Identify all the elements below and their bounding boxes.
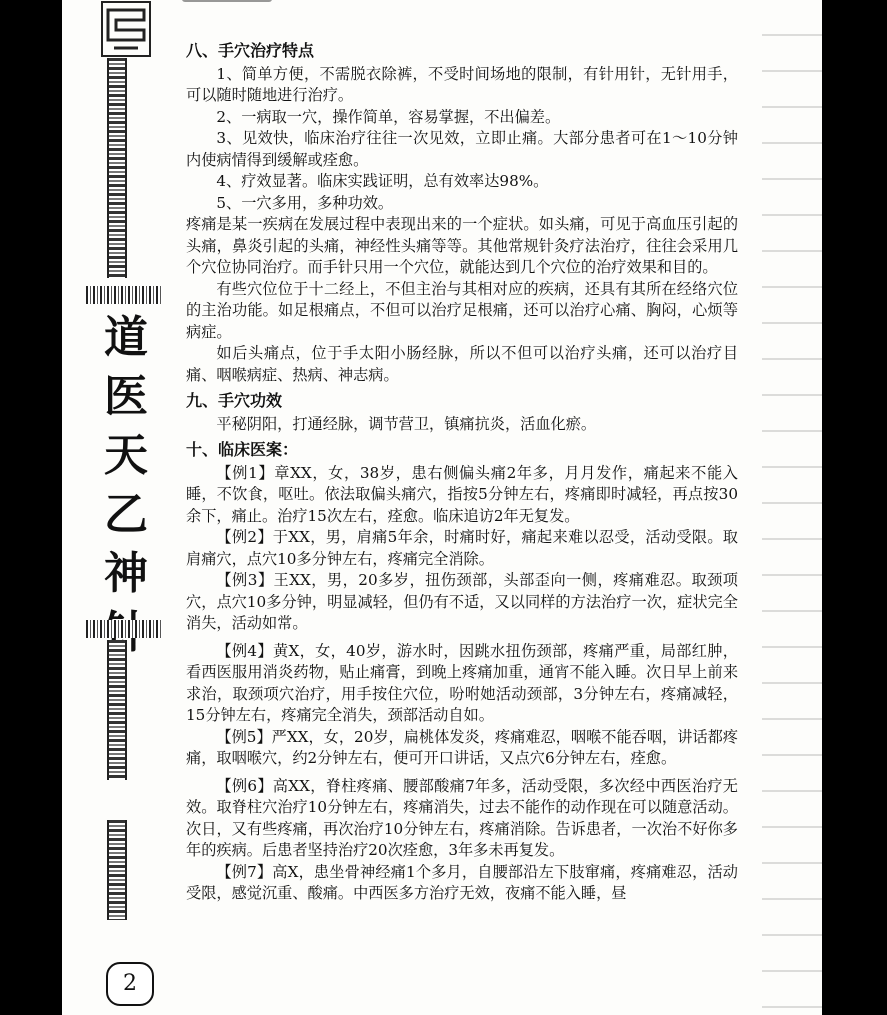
case-paragraph: 【例6】高XX，脊柱疼痛、腰部酸痛7年多，活动受限，多次经中西医治疗无效。取脊柱穴治疗10分钟左右，疼痛消失，过去不能作的动作现在可以随意活动。次日，又有些疼痛，再次治疗10分钟左右，疼痛消除。告诉患者，一次治不好你多年的疾病。后患者坚持治疗20次痊愈，3年多未再复发。 (186, 776, 738, 859)
title-char: 道 (104, 312, 148, 363)
paragraph: 5、一穴多用，多种功效。 (216, 193, 394, 212)
title-char: 神 (104, 548, 148, 599)
page-number: 2 (106, 962, 154, 1006)
paragraph: 有些穴位位于十二经上，不但主治与其相对应的疾病，还具有其所在经络穴位的主治功能。如足根痛点，不但可以治疗足根痛，还可以治疗心痛、胸闷，心烦等病症。 (186, 279, 738, 341)
corner-ornament (100, 0, 152, 58)
title-char: 医 (104, 371, 148, 422)
main-text (186, 36, 738, 905)
decorative-band (86, 286, 162, 304)
paragraph: 平秘阴阳，打通经脉，调节营卫，镇痛抗炎，活血化瘀。 (216, 414, 597, 433)
paragraph: 3、见效快，临床治疗往往一次见效，立即止痛。大部分患者可在1～10分钟内使病情得到缓解或痊愈。 (186, 129, 738, 169)
case-paragraph: 【例2】于XX，男，肩痛5年余，时痛时好，痛起来难以忍受，活动受限。取肩痛穴，点穴10多分钟左右，疼痛完全消除。 (186, 528, 738, 568)
section-heading: 九、手穴功效 (186, 391, 283, 410)
paragraph: 疼痛是某一疾病在发展过程中表现出来的一个症状。如头痛，可见于高血压引起的头痛，鼻炎引起的头痛，神经性头痛等等。其他常规针灸疗法治疗，往往会采用几个穴位协同治疗。而手针只用一个穴位，就能达到几个穴位的治疗效果和目的。 (186, 215, 738, 276)
book-page (62, 0, 822, 1015)
paragraph: 4、疗效显著。临床实践证明，总有效率达98%。 (216, 172, 549, 190)
section-heading: 八、手穴治疗特点 (186, 41, 315, 60)
paragraph: 1、简单方便，不需脱衣除裤，不受时间场地的限制，有针用针，无针用手，可以随时随地进行治疗。 (186, 64, 738, 104)
top-edge-mark (182, 0, 272, 2)
decorative-chain (107, 820, 127, 920)
book-title-vertical (98, 308, 154, 662)
case-paragraph: 【例7】高X，患坐骨神经痛1个多月，自腰部沿左下肢窜痛，疼痛难忍，活动受限，感觉沉重、酸痛。中西医多方治疗无效，夜痛不能入睡，昼 (186, 862, 738, 902)
paragraph: 如后头痛点，位于手太阳小肠经脉，所以不但可以治疗头痛，还可以治疗目痛、咽喉病症、热病、神志病。 (186, 344, 738, 384)
decorative-chain (107, 640, 127, 780)
case-paragraph: 【例3】王XX，男，20多岁，扭伤颈部，头部歪向一侧，疼痛难忍。取颈项穴，点穴10多分钟，明显减轻，但仍有不适，又以同样的方法治疗一次，症状完全消失，活动如常。 (186, 571, 738, 632)
section-heading: 十、临床医案： (186, 440, 299, 459)
decorative-chain (107, 58, 127, 278)
decorative-band (86, 620, 162, 638)
case-paragraph: 【例4】黄X，女，40岁，游水时，因跳水扭伤颈部，疼痛严重，局部红肿，看西医服用消炎药物，贴止痛膏，到晚上疼痛加重，通宵不能入睡。次日早上前来求治，取颈项穴治疗，用手按住穴位，吩咐她活动颈部，3分钟左右，疼痛减轻，15分钟左右，疼痛完全消失，颈部活动自如。 (186, 641, 738, 724)
title-char: 天 (104, 430, 148, 481)
paragraph: 2、一病取一穴，操作简单，容易掌握，不出偏差。 (216, 107, 561, 126)
case-paragraph: 【例1】章XX，女，38岁，患右侧偏头痛2年多，月月发作，痛起来不能入睡，不饮食，呕吐。依法取偏头痛穴，指按5分钟左右，疼痛即时减轻，再点按30余下，痛止。治疗15次左右，痊愈。临床追访2年无复发。 (186, 463, 738, 525)
title-char: 乙 (104, 489, 148, 540)
case-paragraph: 【例5】严XX，女，20岁，扁桃体发炎，疼痛难忍，咽喉不能吞咽，讲话都疼痛，取咽喉穴，约2分钟左右，便可开口讲话，又点穴6分钟左右，痊愈。 (186, 727, 738, 767)
page-edge-shadow (762, 0, 822, 1015)
